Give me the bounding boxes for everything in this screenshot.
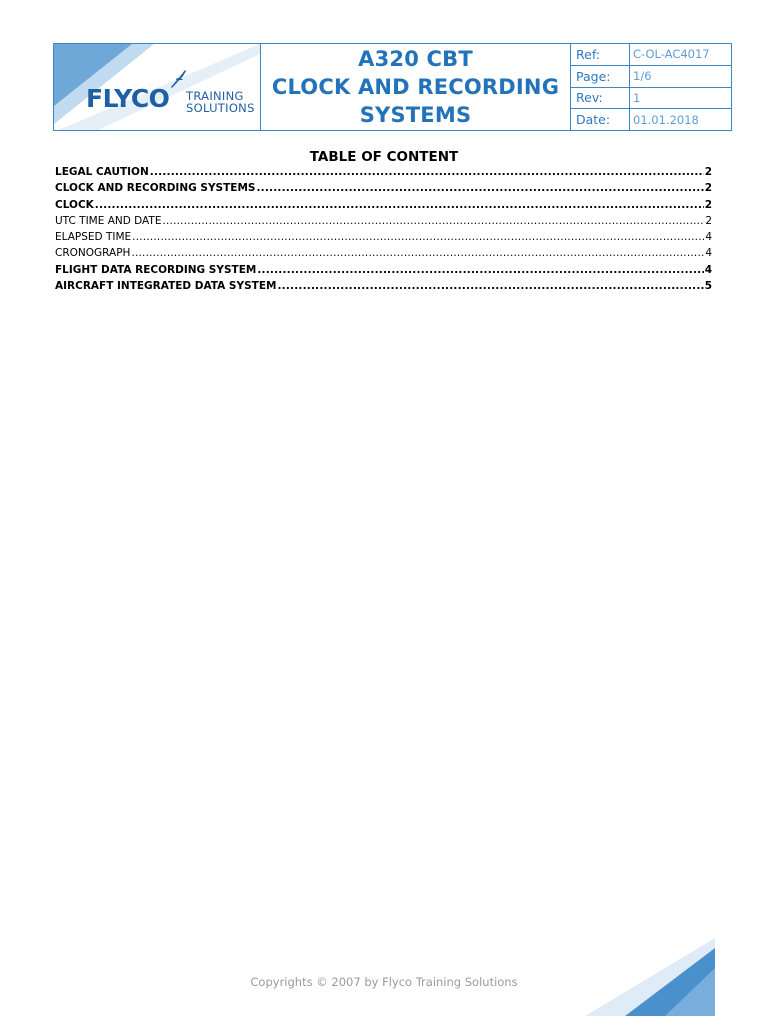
logo-subtitle-2: SOLUTIONS (186, 101, 255, 115)
toc-entry[interactable] (55, 231, 712, 247)
document-header (53, 43, 732, 131)
toc-entry-label: AIRCRAFT INTEGRATED DATA SYSTEM (55, 280, 277, 293)
toc-entry[interactable] (55, 166, 712, 182)
toc-entry-label: CLOCK (55, 198, 94, 211)
table-of-contents (55, 166, 712, 296)
toc-entry-label: UTC TIME AND DATE (55, 214, 162, 227)
footer-copyright: Copyrights © 2007 by Flyco Training Solutions (250, 975, 518, 989)
toc-entry-label: LEGAL CAUTION (55, 166, 149, 178)
toc-entry[interactable] (55, 215, 712, 231)
document-title (261, 44, 571, 130)
meta-label: Date: (571, 109, 630, 130)
toc-entry-page: 4 (704, 263, 712, 276)
logo-subtitle-1: TRAINING (186, 89, 244, 103)
toc-dot-leader (256, 182, 703, 194)
meta-value: C-OL-AC4017 (633, 47, 710, 62)
toc-dot-leader (257, 264, 703, 276)
toc-dot-leader (131, 247, 704, 259)
meta-row-date (571, 109, 731, 130)
logo-brand: FLYCO (86, 84, 170, 113)
toc-entry-label: CLOCK AND RECORDING SYSTEMS (55, 182, 256, 195)
document-meta-table (571, 44, 731, 130)
meta-row-rev (571, 88, 731, 110)
toc-entry-page: 4 (705, 247, 712, 260)
toc-entry[interactable] (55, 182, 712, 198)
meta-row-ref (571, 44, 731, 66)
toc-entry[interactable] (55, 199, 712, 215)
toc-dot-leader (150, 166, 704, 178)
title-line-1: A320 CBT (358, 47, 473, 71)
title-line-3: SYSTEMS (359, 103, 472, 127)
toc-title: TABLE OF CONTENT (309, 149, 459, 165)
toc-entry-page: 2 (704, 198, 712, 211)
toc-entry-page: 5 (704, 280, 712, 293)
meta-value: 1 (633, 90, 641, 105)
meta-value: 1/6 (633, 69, 652, 84)
toc-entry-page: 2 (704, 182, 712, 195)
meta-row-page (571, 66, 731, 88)
toc-entry[interactable] (55, 264, 712, 280)
toc-dot-leader (277, 280, 703, 292)
toc-entry-page: 4 (705, 231, 712, 244)
meta-label: Page: (571, 66, 630, 87)
toc-entry-label: CRONOGRAPH (55, 247, 131, 260)
toc-entry[interactable] (55, 280, 712, 296)
toc-entry-label: ELAPSED TIME (55, 231, 132, 244)
title-line-2: CLOCK AND RECORDING (271, 75, 560, 99)
toc-entry[interactable] (55, 247, 712, 263)
meta-label: Rev: (571, 88, 630, 109)
meta-value: 01.01.2018 (633, 112, 699, 127)
toc-dot-leader (95, 199, 704, 211)
toc-entry-page: 2 (705, 214, 712, 227)
toc-dot-leader (132, 231, 704, 243)
airplane-icon (168, 68, 188, 90)
logo-cell (54, 44, 261, 130)
meta-label: Ref: (571, 44, 630, 65)
footer-corner-graphic (585, 938, 715, 1016)
toc-dot-leader (162, 215, 704, 227)
toc-entry-page: 2 (704, 166, 712, 178)
toc-entry-label: FLIGHT DATA RECORDING SYSTEM (55, 263, 257, 276)
